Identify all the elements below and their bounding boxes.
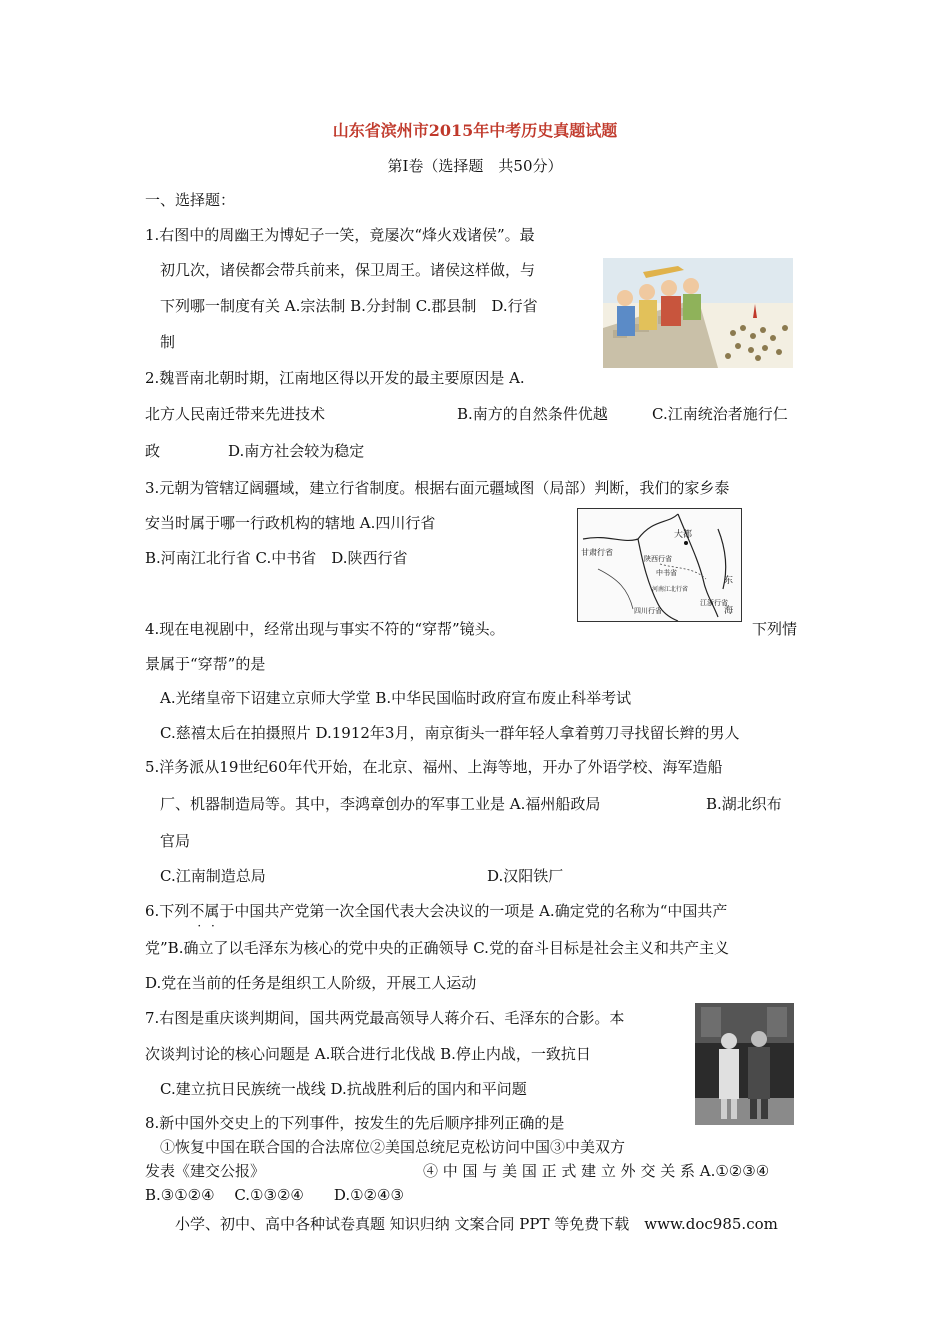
q4-options-cd: C.慈禧太后在拍摄照片 D.1912年3月，南京街头一群年轻人拿着剪刀寻找留长辫的男人	[160, 724, 740, 742]
map-label-hai: 海	[724, 606, 734, 616]
chongqing-negotiation-photo	[695, 1003, 794, 1125]
q6-line3: D.党在当前的任务是组织工人阶级，开展工人运动	[145, 974, 477, 992]
q6-rest: 中国共产党第一次全国代表大会决议的一项是 A.确定党的名称为“中国共产	[234, 902, 728, 920]
q3-line1: 3.元朝为管辖辽阔疆域，建立行省制度。根据右面元疆域图（局部）判断，我们的家乡泰	[145, 479, 730, 497]
q2-option-c-cont: 政	[145, 442, 161, 460]
q4-line1-tail: 下列情	[752, 620, 798, 638]
q5-option-b-cont: 官局	[160, 832, 191, 850]
map-label-jiangzhe: 江浙行省	[700, 599, 728, 607]
q3-line2: 安当时属于哪一行政机构的辖地 A.四川行省	[145, 514, 436, 532]
q8-line1: 8.新中国外交史上的下列事件，按发生的先后顺序排列正确的是	[145, 1114, 565, 1132]
q5-option-a: 厂、机器制造局等。其中，李鸿章创办的军事工业是 A.福州船政局	[160, 795, 601, 813]
map-label-shaanxi: 陕西行省	[644, 555, 672, 563]
q5-line1: 5.洋务派从19世纪60年代开始，在北京、福州、上海等地，开办了外语学校、海军造船	[145, 758, 723, 776]
q6-line1	[145, 901, 727, 921]
q2-option-d: D.南方社会较为稳定	[228, 442, 365, 460]
map-label-gansu: 甘肃行省	[581, 548, 613, 557]
q2-option-c: C.江南统治者施行仁	[652, 405, 788, 423]
exam-part-heading: 第Ⅰ卷（选择题 共50分）	[387, 157, 563, 175]
q8-line3-b: ④ 中 国 与 美 国 正 式 建 立 外 交 关 系 A.①②③④	[423, 1162, 770, 1180]
map-label-dadu: 大都	[674, 530, 693, 540]
map-label-henan: 河南江北行省	[652, 586, 689, 593]
footer-text: 小学、初中、高中各种试卷真题 知识归纳 文案合同 PPT 等免费下载 www.doc985.com	[175, 1215, 778, 1233]
q1-line1: 1.右图中的周幽王为博妃子一笑，竟屡次“烽火戏诸侯”。最	[145, 226, 535, 244]
map-label-sichuan: 四川行省	[634, 607, 662, 615]
yuan-territory-map	[577, 508, 742, 622]
q3-line3: B.河南江北行省 C.中书省 D.陕西行省	[145, 549, 408, 567]
q5-option-d: D.汉阳铁厂	[487, 867, 564, 885]
q8-options: B.③①②④ C.①③②④ D.①②④③	[145, 1186, 404, 1204]
q8-line2: ①恢复中国在联合国的合法席位②美国总统尼克松访问中国③中美双方	[160, 1138, 626, 1156]
q1-line2: 初几次，诸侯都会带兵前来，保卫周王。诸侯这样做，与	[160, 261, 536, 279]
q1-line3: 下列哪一制度有关 A.宗法制 B.分封制 C.郡县制 D.行省	[160, 297, 538, 315]
q5-option-c: C.江南制造总局	[160, 867, 266, 885]
q1-cartoon-image	[603, 258, 793, 368]
q5-option-b: B.湖北织布	[706, 795, 782, 813]
q1-line4: 制	[160, 333, 176, 351]
q2-option-b: B.南方的自然条件优越	[457, 405, 608, 423]
map-label-dong: 东	[724, 576, 734, 586]
q4-line1: 4.现在电视剧中，经常出现与事实不符的“穿帮”镜头。	[145, 620, 505, 638]
q2-option-a: 北方人民南迁带来先进技术	[145, 405, 326, 423]
q7-line2: 次谈判讨论的核心问题是 A.联合进行北伐战 B.停止内战，一致抗日	[145, 1045, 591, 1063]
map-label-zhongshu: 中书省	[656, 569, 677, 577]
q6-emphasis: 不属于 · ·	[189, 902, 234, 920]
q7-line1: 7.右图是重庆谈判期间，国共两党最高领导人蒋介石、毛泽东的合影。本	[145, 1009, 625, 1027]
q7-line3: C.建立抗日民族统一战线 D.抗战胜利后的国内和平问题	[160, 1080, 527, 1098]
q8-line3-a: 发表《建交公报》	[145, 1162, 266, 1180]
q6-line2: 党”B.确立了以毛泽东为核心的党中央的正确领导 C.党的奋斗目标是社会主义和共产主义	[145, 939, 729, 957]
section-heading: 一、选择题：	[145, 191, 236, 209]
q6-prefix: 6.下列	[145, 902, 190, 920]
q4-options-ab: A.光绪皇帝下诏建立京师大学堂 B.中华民国临时政府宣布废止科举考试	[160, 689, 632, 707]
document-title: 山东省滨州市2015年中考历史真题试题	[332, 121, 618, 140]
q2-line1: 2.魏晋南北朝时期，江南地区得以开发的最主要原因是 A.	[145, 369, 525, 387]
q4-line2: 景属于“穿帮”的是	[145, 655, 266, 673]
